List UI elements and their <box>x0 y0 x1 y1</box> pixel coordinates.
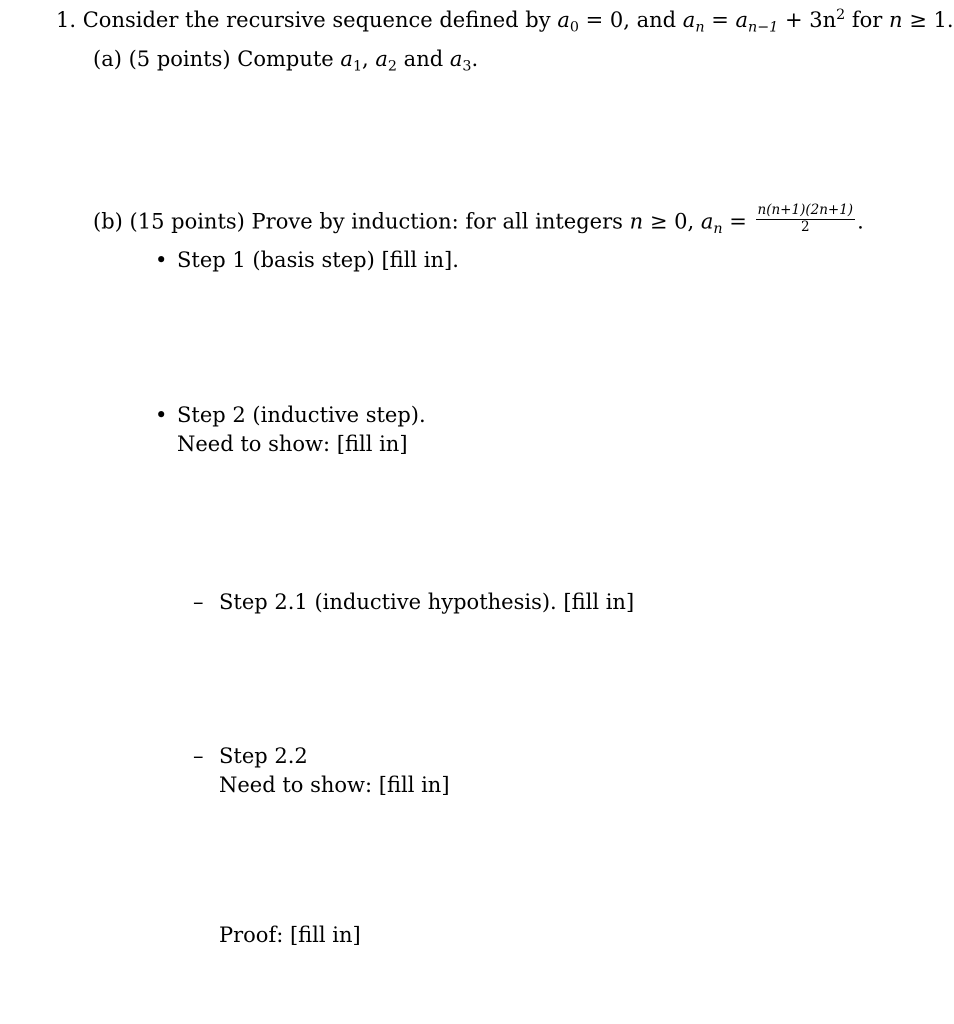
part-b-points: (15 points) <box>129 209 245 234</box>
var-a: a <box>340 47 353 71</box>
dash-icon: – <box>193 590 204 614</box>
step-2-1 <box>193 592 634 613</box>
ge-0: ≥ 0, <box>649 209 695 234</box>
sub-n: n <box>713 221 723 238</box>
sub-0: 0 <box>569 19 579 36</box>
question-intro: Consider the recursive sequence defined by <box>82 8 551 32</box>
step-2-2-title <box>193 746 308 767</box>
part-b-text: Prove by induction: for all integers <box>251 209 623 234</box>
and-word: and <box>403 47 444 71</box>
part-a-text: Compute <box>237 47 334 71</box>
var-a: a <box>735 8 749 32</box>
sub-1: 1 <box>352 58 363 75</box>
plus-3n: + 3n <box>784 8 837 32</box>
bullet-icon: • <box>155 403 168 427</box>
question-1-statement <box>56 7 954 36</box>
var-a: a <box>557 8 570 32</box>
step-2-title <box>155 405 426 426</box>
sub-n-minus-1: n−1 <box>748 19 779 36</box>
step-2-2-need-text: Need to show: [fill in] <box>219 773 450 797</box>
question-number: 1. <box>56 8 77 32</box>
step-2-2-title-text: Step 2.2 <box>219 744 308 768</box>
fraction-denominator: 2 <box>801 218 810 235</box>
step-2-1-text: Step 2.1 (inductive hypothesis). [fill in] <box>219 590 635 614</box>
step-2-need-text: Need to show: [fill in] <box>177 432 408 456</box>
part-a-label: (a) <box>93 47 122 71</box>
ge-1: ≥ 1. <box>909 8 954 32</box>
bullet-icon: • <box>155 248 168 272</box>
var-n: n <box>629 209 644 234</box>
step-2-need <box>177 434 408 455</box>
sup-2: 2 <box>836 7 846 24</box>
var-n: n <box>889 8 903 32</box>
eq-zero: = 0, and <box>585 8 677 32</box>
sub-2: 2 <box>387 58 397 75</box>
part-b-label: (b) <box>93 209 123 234</box>
equals: = <box>729 209 747 234</box>
for-word: for <box>851 8 883 32</box>
proof-text: Proof: [fill in] <box>219 923 361 947</box>
proof-line <box>219 925 361 946</box>
step-2-title-text: Step 2 (inductive step). <box>177 403 426 427</box>
dash-icon: – <box>193 744 204 768</box>
equals: = <box>711 8 729 32</box>
fraction-numerator: n(n+1)(2n+1) <box>757 202 854 218</box>
part-b-statement: (b) (15 points) Prove by induction: for all integers n ≥ 0, $a_n$ = $\frac{n(n+1)(2n+1)}{2}$ . <box>93 202 864 238</box>
var-a: a <box>700 209 714 234</box>
step-1 <box>155 250 459 271</box>
step-1-text: Step 1 (basis step) [fill in]. <box>177 248 459 272</box>
sub-3: 3 <box>462 58 472 75</box>
var-a: a <box>682 8 696 32</box>
part-a-points: (5 points) <box>128 47 231 71</box>
part-a-statement: (a) (5 points) Compute $a_1$, $a_2$ and $a_3$. <box>93 47 479 75</box>
sub-n: n <box>695 19 705 36</box>
step-2-2-need <box>219 775 450 796</box>
closed-form-fraction <box>756 204 856 234</box>
var-a: a <box>449 47 463 71</box>
var-a: a <box>375 47 388 71</box>
